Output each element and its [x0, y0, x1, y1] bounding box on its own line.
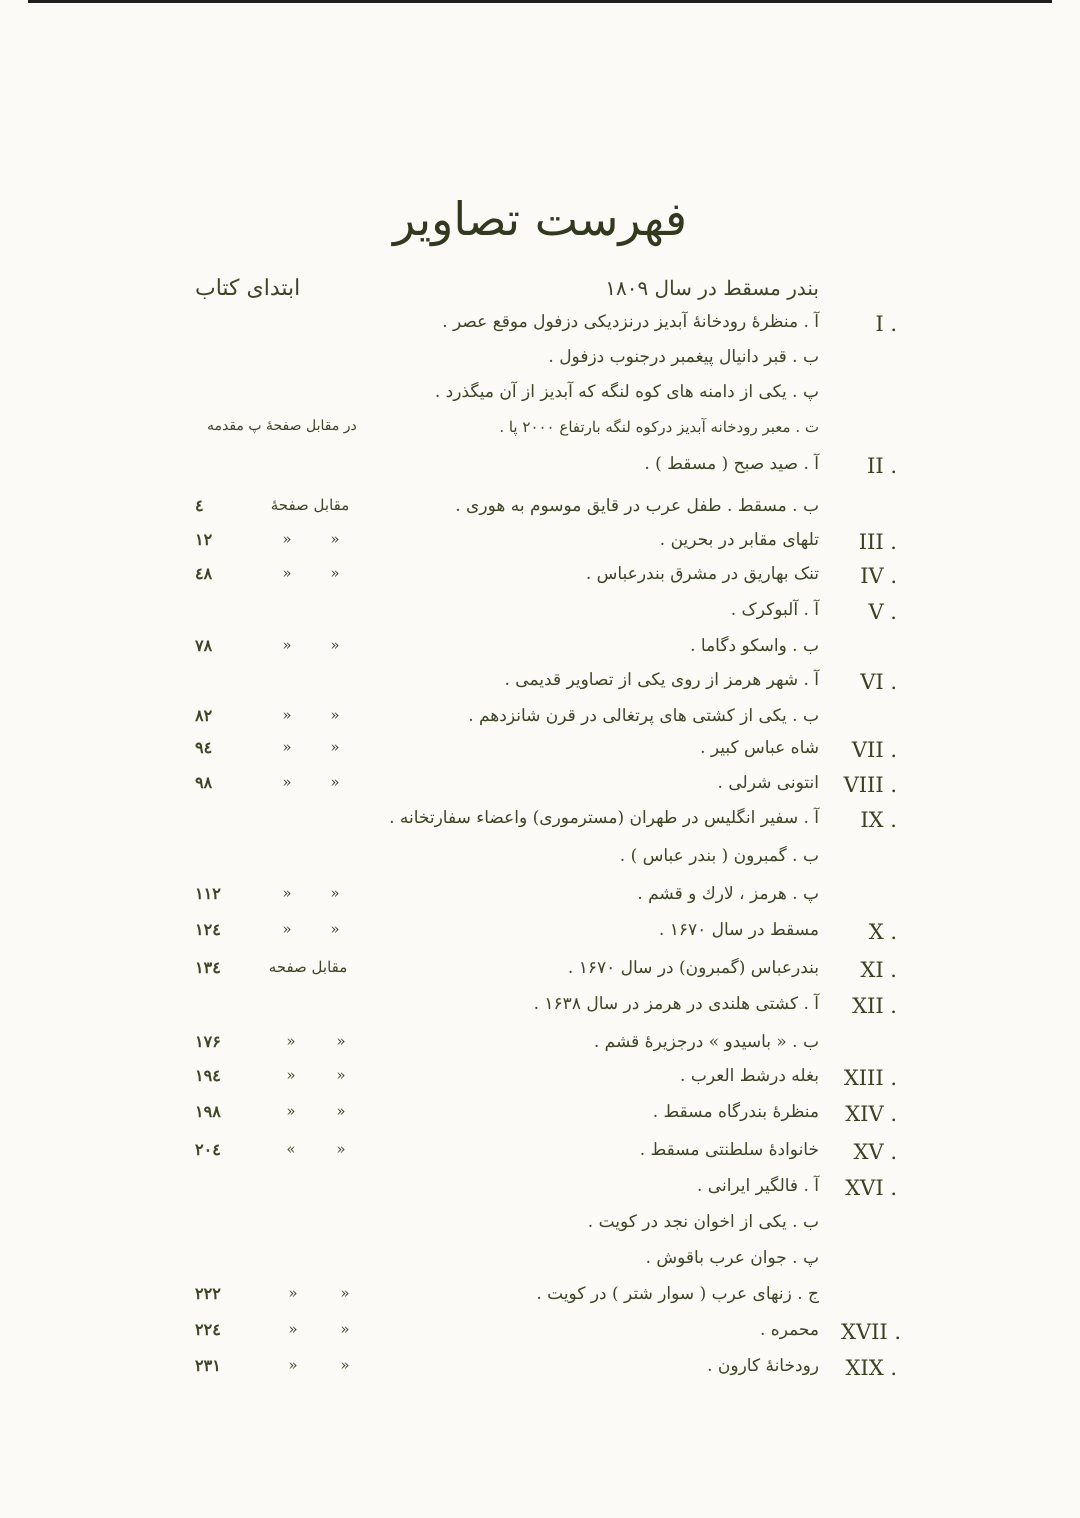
plate-number: V . — [868, 600, 897, 624]
caption: آ . شهر هرمز از روی یکی از تصاویر قدیمی . — [504, 670, 819, 690]
list-item — [195, 808, 897, 842]
page-number: ۱۷۶ — [195, 1032, 221, 1051]
plate-number: III . — [858, 530, 897, 554]
page-number: ۹٤ — [195, 738, 213, 757]
ditto-mark: » — [282, 920, 292, 938]
plate-number: XII . — [852, 994, 897, 1018]
page-word: مقابل صفحه — [268, 958, 348, 976]
list-item — [195, 1032, 897, 1066]
ditto-mark: » — [288, 1284, 298, 1302]
list-item — [195, 496, 897, 530]
list-item — [195, 347, 897, 381]
list-item — [195, 958, 897, 992]
list-item — [195, 1356, 897, 1390]
list-item — [195, 1176, 897, 1210]
caption: بندرعباس (گمبرون) در سال ۱۶۷۰ . — [567, 958, 819, 978]
frontispiece-page: ابتدای کتاب — [195, 276, 301, 301]
page-title: فهرست تصاویر — [392, 192, 687, 246]
ditto-mark: » — [336, 1066, 346, 1084]
list-item — [195, 1284, 897, 1318]
list-item — [195, 920, 897, 954]
list-item — [195, 382, 897, 416]
plate-number: X . — [868, 920, 897, 944]
ditto-mark: » — [282, 636, 292, 654]
plate-number: VII . — [851, 738, 897, 762]
plate-number: I . — [875, 312, 897, 336]
plate-number: XVI . — [845, 1176, 897, 1200]
caption: محمره . — [759, 1320, 819, 1340]
page-number: ۱۱۲ — [195, 884, 221, 903]
caption: آ . آلبوکرک . — [730, 600, 819, 620]
ditto-mark: » — [286, 1102, 296, 1120]
page-number: ۸۲ — [195, 706, 213, 725]
caption: ب . گمبرون ( بندر عباس ) . — [619, 846, 819, 866]
list-item — [195, 1140, 897, 1174]
ditto-mark: » — [336, 1032, 346, 1050]
caption: بغله درشط العرب . — [680, 1066, 819, 1086]
ditto-mark: » — [282, 564, 292, 582]
frontispiece-caption: بندر مسقط در سال ۱۸۰۹ — [605, 276, 819, 300]
list-item — [195, 564, 897, 598]
list-item — [195, 312, 897, 346]
caption: ب . « باسیدو » درجزیرهٔ قشم . — [593, 1032, 819, 1052]
ditto-mark: » — [330, 738, 340, 756]
ditto-mark: » — [286, 1066, 296, 1084]
caption: انتونی شرلی . — [717, 773, 819, 793]
caption: رودخانهٔ کارون . — [707, 1356, 819, 1376]
list-item — [195, 670, 897, 704]
plate-number: XI . — [860, 958, 897, 982]
plate-number: XIV . — [845, 1102, 897, 1126]
plate-number: II . — [867, 454, 897, 478]
ditto-mark: » — [288, 1356, 298, 1374]
ditto-mark: » — [336, 1140, 346, 1158]
ditto-mark: » — [282, 706, 292, 724]
ditto-mark: » — [282, 773, 292, 791]
page-number: ۱۹۸ — [195, 1102, 221, 1121]
ditto-mark: » — [282, 884, 292, 902]
caption: آ . سفیر انگلیس در طهران (مسترموری) واعضاء سفارتخانه . — [389, 808, 819, 828]
top-rule — [28, 0, 1052, 3]
caption: شاه عباس کبیر . — [700, 738, 819, 758]
caption: ب . یکی از کشتی های پرتغالی در قرن شانزدهم . — [468, 706, 819, 726]
caption: ب . مسقط . طفل عرب در قایق موسوم به هوری . — [455, 496, 819, 516]
caption: ج . زنهای عرب ( سوار شتر ) در کویت . — [536, 1284, 819, 1304]
caption: آ . کشتی هلندی در هرمز در سال ۱۶۳۸ . — [533, 994, 819, 1014]
caption: پ . هرمز ، لارك و قشم . — [637, 884, 819, 904]
caption: مسقط در سال ۱۶۷۰ . — [658, 920, 819, 940]
list-item — [195, 1212, 897, 1246]
plate-number: XIII . — [843, 1066, 897, 1090]
plate-number: VI . — [860, 670, 897, 694]
caption: ب . واسکو دگاما . — [690, 636, 819, 656]
list-item — [195, 600, 897, 634]
list-item — [195, 636, 897, 670]
ditto-mark: » — [340, 1284, 350, 1302]
ditto-mark: « — [286, 1140, 296, 1158]
page-number: ۱۳٤ — [195, 958, 221, 977]
list-item — [195, 1320, 902, 1354]
list-item — [195, 884, 897, 918]
page-number: ۲۳۱ — [195, 1356, 221, 1375]
page-number: ٤ — [195, 496, 204, 515]
caption: ب . قبر دانیال پیغمبر درجنوب دزفول . — [548, 347, 819, 367]
ditto-mark: » — [330, 706, 340, 724]
caption: پ . یکی از دامنه های کوه لنگه که آبدیز از آن میگذرد . — [434, 382, 819, 402]
list-item — [195, 994, 897, 1028]
caption: آ . فالگیر ایرانی . — [697, 1176, 819, 1196]
ditto-mark: » — [330, 564, 340, 582]
caption: تلهای مقابر در بحرین . — [659, 530, 819, 550]
caption: خانوادهٔ سلطنتی مسقط . — [639, 1140, 819, 1160]
page-number: ٤۸ — [195, 564, 213, 583]
page-word: مقابل صفحهٔ — [270, 496, 350, 514]
list-item — [195, 1248, 897, 1282]
page-number: ۱۲٤ — [195, 920, 221, 939]
page-number: ۲۲٤ — [195, 1320, 221, 1339]
list-item — [195, 454, 897, 488]
plate-number: XVII . — [841, 1320, 902, 1344]
list-item — [195, 738, 897, 772]
frontispiece-row — [195, 276, 897, 310]
ditto-mark: » — [330, 773, 340, 791]
ditto-mark: » — [330, 920, 340, 938]
ditto-mark: » — [330, 884, 340, 902]
page-number: ۹۸ — [195, 773, 213, 792]
plate-number: XV . — [853, 1140, 897, 1164]
page-number: ۷۸ — [195, 636, 213, 655]
page-number: ۲۰٤ — [195, 1140, 221, 1159]
caption: منظرهٔ بندرگاه مسقط . — [652, 1102, 819, 1122]
page-number: ۲۲۲ — [195, 1284, 221, 1303]
ditto-mark: » — [340, 1356, 350, 1374]
caption: آ . صید صبح ( مسقط ) . — [644, 454, 819, 474]
page-number: ۱۹٤ — [195, 1066, 221, 1085]
page-number: ۱۲ — [195, 530, 213, 549]
list-item — [195, 1066, 897, 1100]
page-note: در مقابل صفحهٔ پ مقدمه — [207, 418, 357, 434]
list-item — [195, 846, 897, 880]
ditto-mark: » — [330, 530, 340, 548]
caption: پ . جوان عرب باقوش . — [645, 1248, 819, 1268]
list-item — [195, 773, 897, 807]
plate-number: VIII . — [843, 773, 897, 797]
ditto-mark: » — [282, 530, 292, 548]
list-item — [195, 706, 897, 740]
ditto-mark: » — [282, 738, 292, 756]
list-item — [195, 418, 897, 452]
list-item — [195, 530, 897, 564]
plate-number: IX . — [860, 808, 897, 832]
caption: ب . یکی از اخوان نجد در کویت . — [587, 1212, 819, 1232]
ditto-mark: » — [336, 1102, 346, 1120]
ditto-mark: » — [286, 1032, 296, 1050]
plate-number: XIX . — [845, 1356, 897, 1380]
ditto-mark: » — [288, 1320, 298, 1338]
ditto-mark: » — [330, 636, 340, 654]
caption: ت . معبر رودخانه آبدیز درکوه لنگه بارتفاع ۲۰۰۰ پا . — [499, 418, 819, 436]
plate-number: IV . — [860, 564, 897, 588]
list-item — [195, 1102, 897, 1136]
caption: تنک بهاریق در مشرق بندرعباس . — [585, 564, 819, 584]
ditto-mark: » — [340, 1320, 350, 1338]
caption: آ . منظرهٔ رودخانهٔ آبدیز درنزدیکی دزفول موقع عصر . — [442, 312, 819, 332]
